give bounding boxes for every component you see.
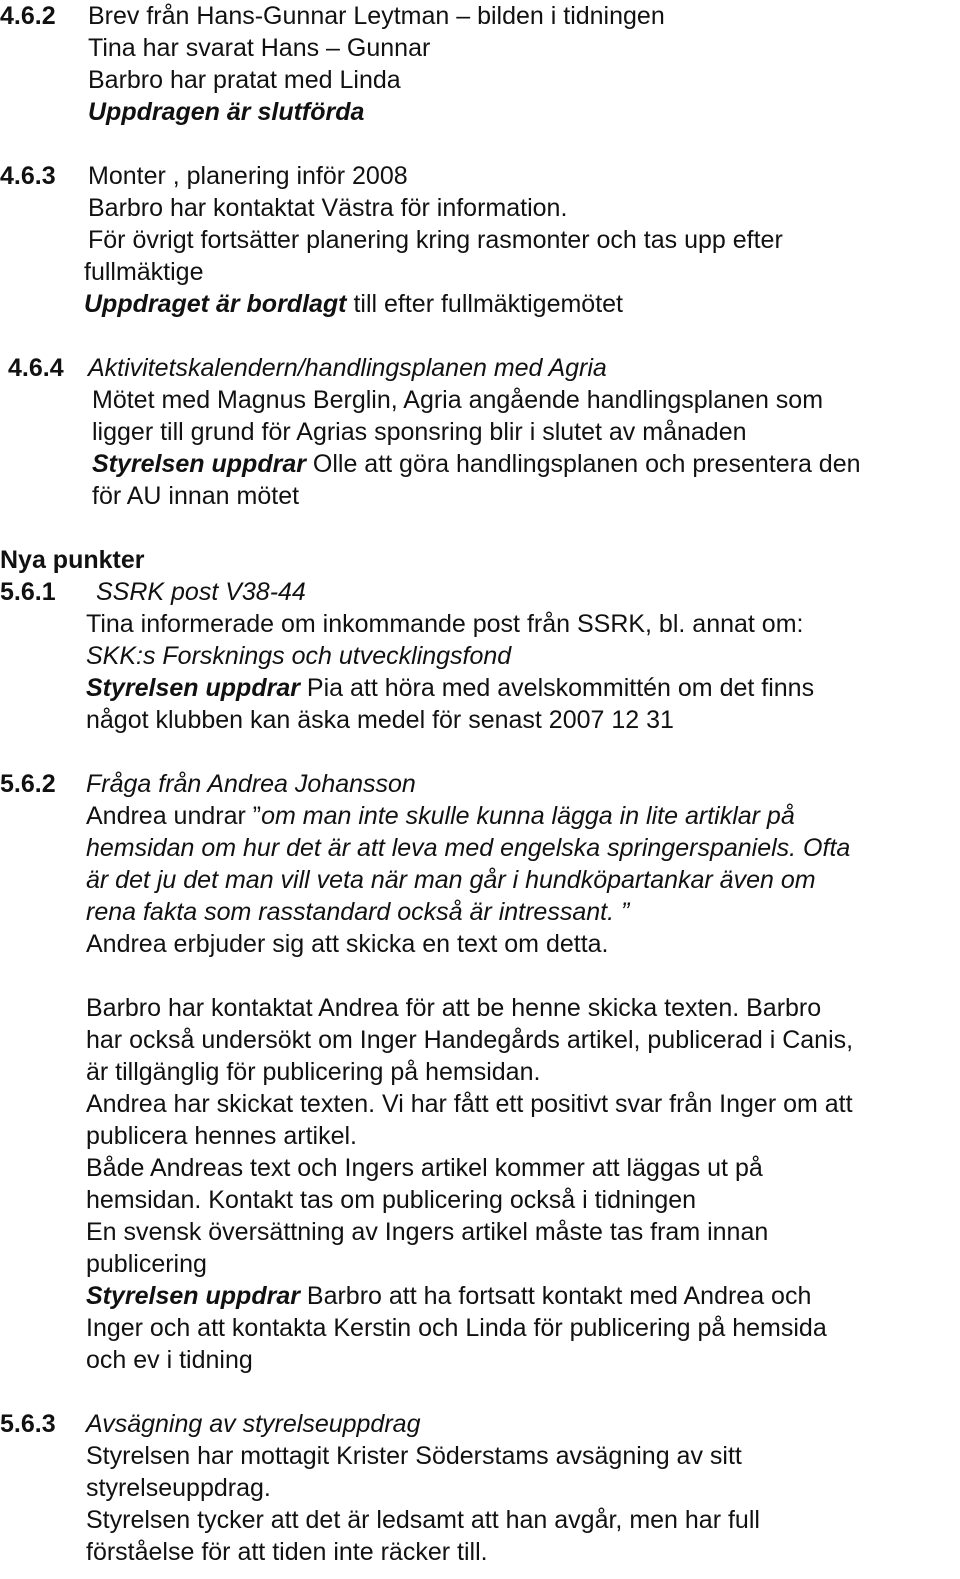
text-line: något klubben kan äska medel för senast 2007 12 31	[86, 706, 674, 734]
text-line: fullmäktige	[84, 258, 204, 286]
quote-line: hemsidan om hur det är att leva med engelska springerspaniels. Ofta	[86, 834, 851, 862]
decision-text: Olle att göra handlingsplanen och presentera den	[305, 450, 861, 478]
text-line: styrelseuppdrag.	[86, 1474, 271, 1502]
section-title-4-6-4: Aktivitetskalendern/handlingsplanen med Agria	[88, 354, 607, 382]
decision-line	[86, 1280, 811, 1312]
text-line: ligger till grund för Agrias sponsring blir i slutet av månaden	[92, 418, 747, 446]
section-title-4-6-2: Brev från Hans-Gunnar Leytman – bilden i tidningen	[88, 2, 665, 30]
quote-text: om man inte skulle kunna lägga in lite artiklar på	[261, 802, 795, 830]
text-line: publicera hennes artikel.	[86, 1122, 357, 1150]
text-line: Både Andreas text och Ingers artikel kommer att läggas ut på	[86, 1154, 763, 1182]
text-line: hemsidan. Kontakt tas om publicering också i tidningen	[86, 1186, 697, 1214]
text-line: Barbro har kontaktat Västra för information.	[88, 194, 568, 222]
text-line: För övrigt fortsätter planering kring rasmonter och tas upp efter	[88, 226, 783, 254]
text-line: för AU innan mötet	[92, 482, 300, 510]
section-number-5-6-3: 5.6.3	[0, 1410, 56, 1438]
section-number-5-6-2: 5.6.2	[0, 770, 56, 798]
text-plain: Andrea undrar ”	[86, 802, 262, 830]
heading-new-items: Nya punkter	[0, 546, 145, 574]
text-line	[86, 800, 795, 832]
section-title-5-6-2: Fråga från Andrea Johansson	[86, 770, 416, 798]
text-line: Barbro har kontaktat Andrea för att be henne skicka texten. Barbro	[86, 994, 822, 1022]
section-number-5-6-1: 5.6.1	[0, 578, 56, 606]
section-title-5-6-1: SSRK post V38-44	[96, 578, 306, 606]
decision-line	[92, 448, 861, 480]
text-line: Styrelsen har mottagit Krister Söderstams avsägning av sitt	[86, 1442, 742, 1470]
decision-label: Styrelsen uppdrar	[86, 674, 300, 702]
decision-label: Uppdraget är bordlagt	[84, 290, 347, 318]
text-line: är tillgänglig för publicering på hemsidan.	[86, 1058, 541, 1086]
decision-label: Styrelsen uppdrar	[86, 1282, 300, 1310]
section-number-4-6-3: 4.6.3	[0, 162, 56, 190]
text-line: Tina har svarat Hans – Gunnar	[88, 34, 431, 62]
text-line: En svensk översättning av Ingers artikel måste tas fram innan	[86, 1218, 769, 1246]
decision-text: till efter fullmäktigemötet	[346, 290, 624, 318]
decision-line	[84, 288, 623, 320]
text-line: Inger och att kontakta Kerstin och Linda för publicering på hemsida	[86, 1314, 827, 1342]
text-line: Barbro har pratat med Linda	[88, 66, 401, 94]
text-line: Tina informerade om inkommande post från SSRK, bl. annat om:	[86, 610, 804, 638]
decision-line: Uppdragen är slutförda	[88, 98, 365, 126]
text-line: och ev i tidning	[86, 1346, 253, 1374]
text-line: har också undersökt om Inger Handegårds artikel, publicerad i Canis,	[86, 1026, 854, 1054]
text-line: Andrea erbjuder sig att skicka en text om detta.	[86, 930, 609, 958]
quote-line: är det ju det man vill veta när man går i hundköpartankar även om	[86, 866, 816, 894]
decision-text: Barbro att ha fortsatt kontakt med Andrea och	[299, 1282, 812, 1310]
section-number-4-6-2: 4.6.2	[0, 2, 56, 30]
text-line: Styrelsen tycker att det är ledsamt att han avgår, men har full	[86, 1506, 760, 1534]
decision-line	[86, 672, 814, 704]
text-line: publicering	[86, 1250, 207, 1278]
text-line: SKK:s Forsknings och utvecklingsfond	[86, 642, 512, 670]
text-line: Andrea har skickat texten. Vi har fått ett positivt svar från Inger om att	[86, 1090, 853, 1118]
section-title-5-6-3: Avsägning av styrelseuppdrag	[86, 1410, 421, 1438]
section-number-4-6-4: 4.6.4	[8, 354, 64, 382]
decision-label: Styrelsen uppdrar	[92, 450, 306, 478]
text-line: förståelse för att tiden inte räcker till.	[86, 1538, 488, 1566]
decision-text: Pia att höra med avelskommittén om det finns	[299, 674, 815, 702]
section-title-4-6-3: Monter , planering inför 2008	[88, 162, 408, 190]
text-line: Mötet med Magnus Berglin, Agria angående handlingsplanen som	[92, 386, 824, 414]
quote-line: rena fakta som rasstandard också är intressant. ”	[86, 898, 630, 926]
